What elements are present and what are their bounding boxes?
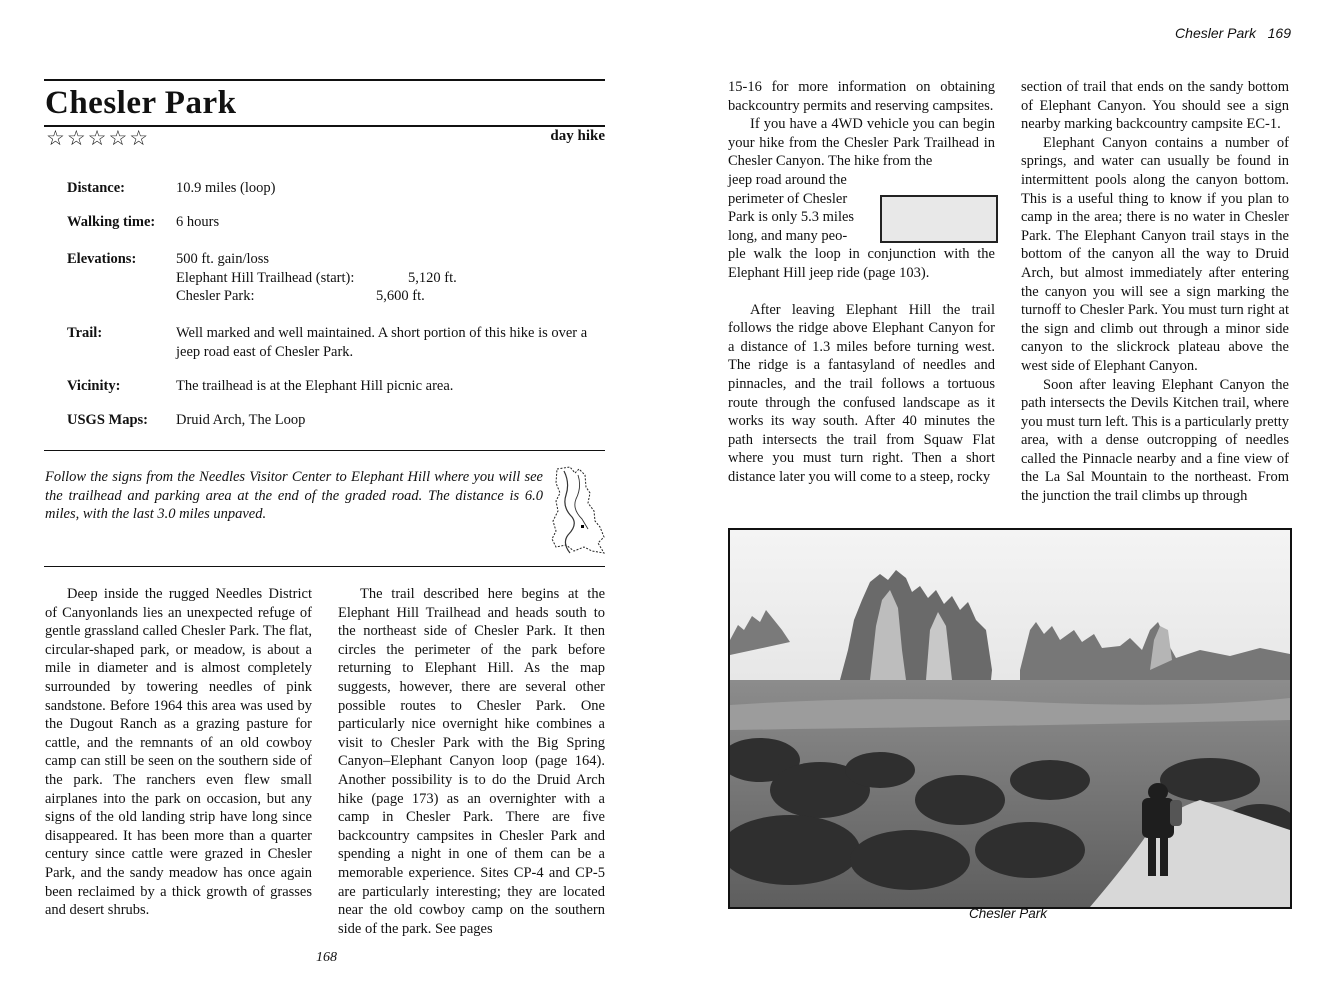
- photo-caption: Chesler Park: [968, 906, 1048, 921]
- spec-elev-start-value: 5,120 ft.: [408, 269, 457, 286]
- title-top-rule: [44, 79, 605, 81]
- spec-label: Vicinity:: [67, 378, 121, 394]
- rating-stars: ☆☆☆☆☆: [46, 126, 151, 150]
- spec-distance: [67, 179, 607, 199]
- paragraph: The trail described here begins at the Elephant Hill Trailhead and heads south to the northeast side of Chesler Park. It then circles the perimeter of the park before returning to Elephant Hill. As the map suggests, however, there are several other possible routes to Chesler Park. One particularly nice overnight hike combines a visit to Chesler Park with the Big Spring Canyon–Elephant Canyon loop (page 164). Another possibility is to do the Druid Arch hike (page 173) as an overnighter with a camp in Chesler Park. There are five backcountry campsites in Chesler Park and spending a night in one of them can be a memorable experience. Sites CP-4 and CP-5 are particularly interesting; they are located near the old cowboy camp on the southern side of the park. See pages: [338, 586, 605, 937]
- paragraph: ple walk the loop in conjunction with the Elephant Hill jeep ride (page 103).: [728, 246, 995, 281]
- spec-elev-park-value: 5,600 ft.: [376, 288, 425, 304]
- park-boundary: [552, 467, 604, 553]
- spec-label: Trail:: [67, 325, 103, 341]
- directions-bottom-rule: [44, 566, 605, 567]
- spec-trail: [67, 324, 607, 364]
- spec-elevations: [67, 250, 607, 310]
- running-header: Chesler Park 169: [1175, 25, 1291, 41]
- body-column-3: [728, 78, 995, 486]
- inset-placeholder-box: [880, 195, 998, 243]
- locator-map-icon: [548, 463, 606, 557]
- spec-vicinity: [67, 377, 607, 397]
- paragraph: section of trail that ends on the sandy bottom of Elephant Canyon. You should see a sign nearby marking backcountry campsite EC-1.: [1021, 79, 1289, 133]
- body-column-1: [45, 585, 312, 920]
- hike-type-label: day hike: [550, 128, 605, 144]
- trailhead-marker: [581, 525, 584, 528]
- spec-label: Distance:: [67, 180, 125, 196]
- spec-value: 6 hours: [176, 214, 220, 230]
- page-number-left: 168: [316, 950, 337, 965]
- paragraph-narrow: jeep road around the perimeter of Chesler Park is only 5.3 miles long, and many peo-: [728, 171, 855, 244]
- spec-elev-start-name: Elephant Hill Trailhead (start):: [176, 269, 355, 286]
- paragraph: Elephant Canyon contains a number of springs, and water can usually be found in intermittent pools along the canyon bottom. This is a useful thing to know if you plan to camp in the area; there is no water in Chesler Park. The Elephant Canyon trail stays in the bottom of the canyon all the way to Druid Arch, but almost immediately after entering the canyon you will see a sign marking the turnoff to Chesler Park. You must turn right at the sign and climb out through a minor side canyon to the slickrock plateau above the west side of Elephant Canyon.: [1021, 134, 1289, 374]
- spec-value: Well marked and well maintained. A short portion of this hike is over a jeep road east of Chesler Park.: [176, 325, 588, 360]
- paragraph: If you have a 4WD vehicle you can begin your hike from the Chesler Park Trailhead in Chesler Canyon. The hike from the: [728, 116, 995, 170]
- landscape-photo: [728, 528, 1292, 909]
- spec-label: Elevations:: [67, 251, 137, 267]
- spec-walking-time: [67, 213, 607, 233]
- body-column-4: [1021, 78, 1289, 506]
- spec-elev-park-name: Chesler Park:: [176, 288, 255, 304]
- paragraph: 15-16 for more information on obtaining backcountry permits and reserving campsites.: [728, 79, 995, 114]
- photo-illustration: [730, 530, 1290, 907]
- spec-label: USGS Maps:: [67, 412, 148, 428]
- driving-directions: Follow the signs from the Needles Visitor Center to Elephant Hill where you will see the trailhead and parking area at the end of the graded road. The distance is 6.0 miles, with the last 3.0 miles unpaved.: [45, 469, 543, 522]
- spec-label: Walking time:: [67, 214, 156, 230]
- page-title: Chesler Park: [45, 85, 237, 121]
- spec-value: 10.9 miles (loop): [176, 180, 276, 196]
- body-column-2: [338, 585, 605, 938]
- spec-value: Druid Arch, The Loop: [176, 412, 306, 428]
- directions-top-rule: [44, 450, 605, 451]
- paragraph: Soon after leaving Elephant Canyon the path intersects the Devils Kitchen trail, where you must turn left. This is a particularly pretty area, with a dense outcropping of needles called the Pinnacle nearby and a fine view of the La Sal Mountain to the northeast. From the junction the trail climbs up through: [1021, 376, 1289, 505]
- spec-value: The trailhead is at the Elephant Hill picnic area.: [176, 378, 454, 394]
- spec-usgs-maps: [67, 411, 607, 431]
- paragraph: After leaving Elephant Hill the trail follows the ridge above Elephant Canyon for a distance of 1.3 miles before turning west. The ridge is a fantasyland of needles and pinnacles, and the trail follows a tortuous route through the confused landscape as it works its way south. After 40 minutes the path intersects the trail from Squaw Flat where you must turn right. Then a short distance later you will come to a steep, rocky: [728, 301, 995, 485]
- paragraph: Deep inside the rugged Needles District of Canyonlands lies an unexpected refuge of gentle grassland called Chesler Park. The flat, circular-shaped park, or meadow, is about a mile in diameter and is almost completely surrounded by towering needles of pink sandstone. Before 1964 this area was used by the Dugout Ranch as a grazing pasture for cattle, and the remnants of an old cowboy camp can still be seen on the southern side of the park. The ranchers even flew small airplanes into the park on occasion, but any signs of the old landing strip have long since disappeared. It has been more than a quarter century since cattle were grazed in Chesler Park, and the sandy meadow has once again been reclaimed by a thick growth of grasses and desert shrubs.: [45, 586, 312, 919]
- spec-value-gain: 500 ft. gain/loss: [176, 251, 270, 267]
